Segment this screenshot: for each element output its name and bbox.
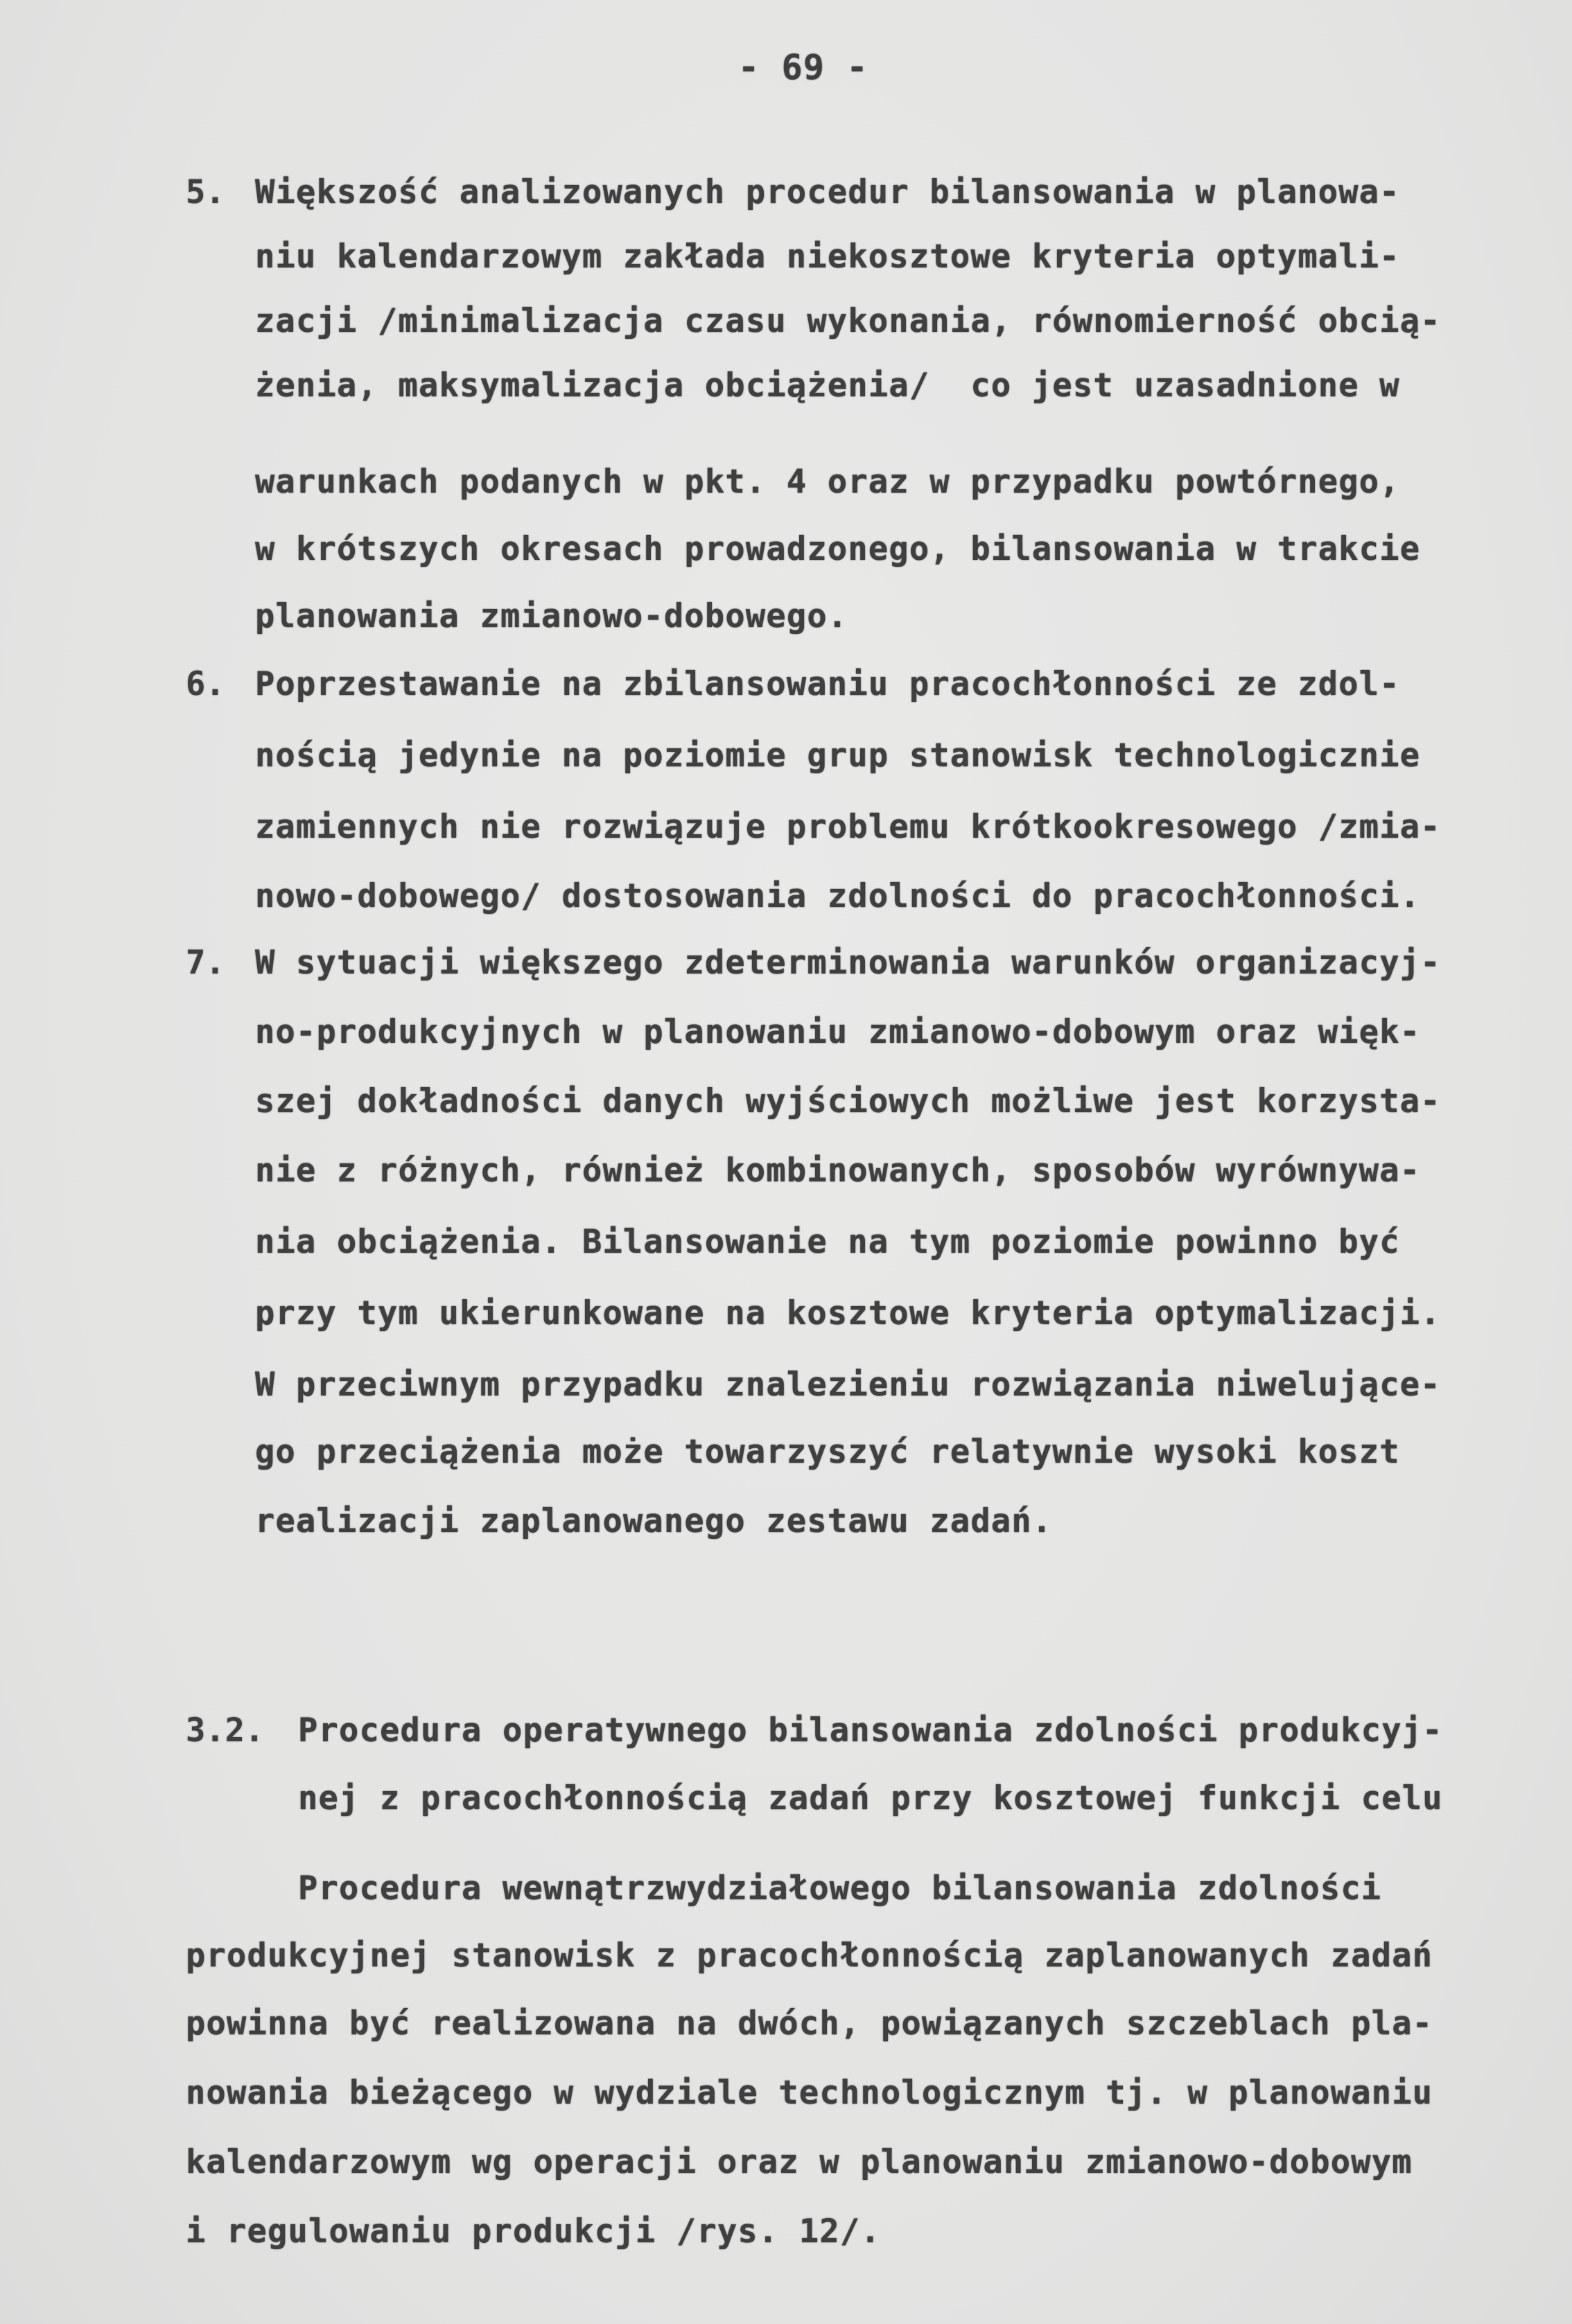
text-line: kalendarzowym wg operacji oraz w planowaniu zmianowo-dobowym [186,2143,1413,2181]
text-line: nością jedynie na poziomie grup stanowisk technologicznie [255,737,1421,775]
text-line: niu kalendarzowym zakłada niekosztowe kryteria optymali- [255,238,1400,276]
text-line: W sytuacji większego zdeterminowania warunków organizacyj- [255,944,1441,982]
text-line: produkcyjnej stanowisk z pracochłonnością zaplanowanych zadań [186,1937,1433,1975]
section-title-line: Procedura operatywnego bilansowania zdolności produkcyj- [298,1711,1443,1750]
text-line: Większość analizowanych procedur bilansowania w planowa- [255,173,1400,211]
text-line: powinna być realizowana na dwóch, powiązanych szczeblach pla- [186,2005,1433,2043]
text-line: planowania zmianowo-dobowego. [255,597,848,635]
text-line: zamiennych nie rozwiązuje problemu krótkookresowego /zmia- [255,808,1441,846]
list-item-number: 5. [186,173,225,211]
list-item-number: 6. [186,665,225,703]
text-line: W przeciwnym przypadku znalezieniu rozwiązania niwelujące- [255,1366,1441,1404]
text-line: przy tym ukierunkowane na kosztowe kryteria optymalizacji. [255,1294,1441,1332]
text-line: szej dokładności danych wyjściowych możliwe jest korzysta- [255,1082,1441,1120]
text-line: Procedura wewnątrzwydziałowego bilansowania zdolności [298,1869,1382,1908]
text-line: w krótszych okresach prowadzonego, bilansowania w trakcie [255,530,1421,568]
list-item-number: 7. [186,944,225,982]
text-line: nowania bieżącego w wydziale technologicznym tj. w planowaniu [186,2074,1433,2112]
text-line: no-produkcyjnych w planowaniu zmianowo-dobowym oraz więk- [255,1013,1421,1051]
text-line: żenia, maksymalizacja obciążenia/ co jest uzasadnione w [255,367,1400,405]
text-line: nowo-dobowego/ dostosowania zdolności do pracochłonności. [255,877,1421,915]
section-title-line: nej z pracochłonnością zadań przy kosztowej funkcji celu [298,1779,1443,1817]
text-line: realizacji zaplanowanego zestawu zadań. [255,1502,1053,1540]
text-line: warunkach podanych w pkt. 4 oraz w przypadku powtórnego, [255,463,1400,501]
text-line: go przeciążenia może towarzyszyć relatywnie wysoki koszt [255,1433,1400,1471]
section-number: 3.2. [186,1711,265,1750]
page-number: - 69 - [738,47,868,87]
text-line: nie z różnych, również kombinowanych, sposobów wyrównywa- [255,1152,1421,1190]
text-line: nia obciążenia. Bilansowanie na tym poziomie powinno być [255,1223,1400,1261]
text-line: i regulowaniu produkcji /rys. 12/. [186,2212,881,2251]
text-line: Poprzestawanie na zbilansowaniu pracochłonności ze zdol- [255,665,1400,703]
text-line: zacji /minimalizacja czasu wykonania, równomierność obcią- [255,302,1441,340]
